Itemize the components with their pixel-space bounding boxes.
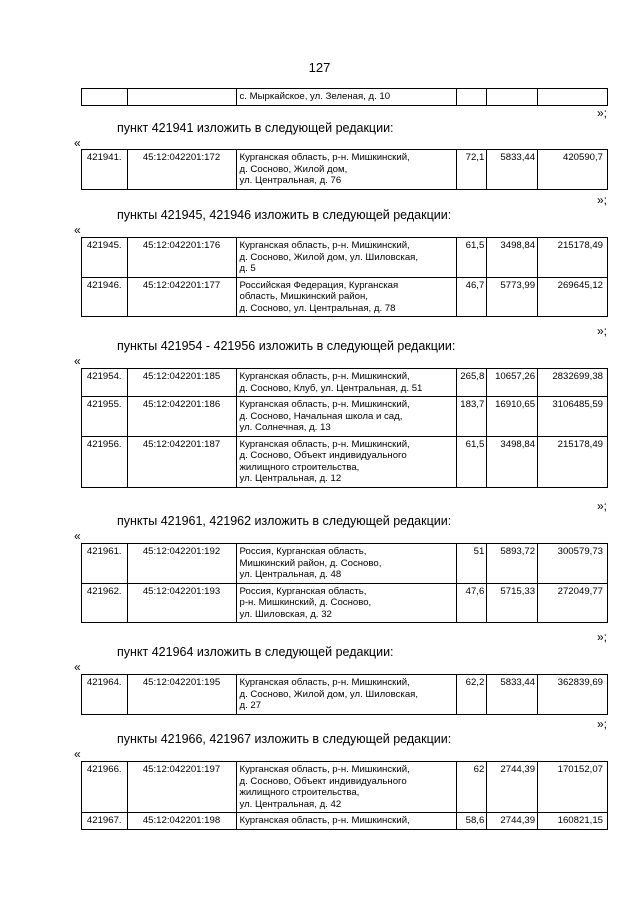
closing-quote: »; — [597, 717, 608, 731]
cell-value: 362839,69 — [538, 675, 608, 715]
cell-cadastral: 45:12:042201:176 — [127, 238, 236, 278]
cell-address: с. Мыркайское, ул. Зеленая, д. 10 — [236, 89, 456, 106]
address-line: Курганская область, р-н. Мишкинский, — [239, 764, 410, 775]
address-line: Курганская область, р-н. Мишкинский, — [239, 152, 410, 163]
cell-address — [236, 813, 456, 830]
opening-quote: « — [74, 223, 81, 237]
cell-area: 46,7 — [456, 277, 487, 317]
cell-cadastral: 45:12:042201:187 — [127, 436, 236, 487]
cell-address — [236, 277, 456, 317]
cell-number: 421956. — [82, 436, 128, 487]
cell-cadastral: 45:12:042201:172 — [127, 150, 236, 190]
address-line: ул. Солнечная, д. 13 — [239, 422, 331, 433]
register-table — [81, 761, 608, 830]
cell-address — [236, 397, 456, 437]
table-row — [82, 813, 608, 830]
table-row — [82, 277, 608, 317]
cell-area: 51 — [456, 544, 487, 584]
table-row — [82, 150, 608, 190]
cell-area: 61,5 — [456, 436, 487, 487]
opening-quote: « — [74, 660, 81, 674]
table-row — [82, 397, 608, 437]
cell-value: 215178,49 — [538, 436, 608, 487]
cell-price: 16910,65 — [487, 397, 538, 437]
cell-address — [236, 762, 456, 813]
cell-value: 3106485,59 — [538, 397, 608, 437]
table-row — [82, 583, 608, 623]
cell-number: 421964. — [82, 675, 128, 715]
cell-address — [236, 544, 456, 584]
opening-quote: « — [74, 529, 81, 543]
address-line: ул. Центральная, д. 12 — [239, 473, 342, 484]
cell-area: 47,6 — [456, 583, 487, 623]
address-line: д. Сосново, Объект индивидуального — [239, 775, 407, 787]
cell-area: 61,5 — [456, 238, 487, 278]
cell-value: 170152,07 — [538, 762, 608, 813]
cell-value: 420590,7 — [538, 150, 608, 190]
cell-value: 269645,12 — [538, 277, 608, 317]
address-line: ул. Центральная, д. 76 — [239, 175, 342, 186]
cell-cadastral: 45:12:042201:198 — [127, 813, 236, 830]
cell-number: 421941. — [82, 150, 128, 190]
address-line: р-н. Мишкинский, д. Сосново, — [239, 597, 372, 608]
address-line: Российская Федерация, Курганская — [239, 279, 399, 291]
cell-value: 215178,49 — [538, 238, 608, 278]
section-heading: пункты 421954 - 421956 изложить в следующей редакции: — [117, 339, 456, 353]
address-line: д. Сосново, Объект индивидуального — [239, 450, 407, 461]
cell-address — [236, 436, 456, 487]
page-number: 127 — [308, 60, 331, 75]
cell-number: 421967. — [82, 813, 128, 830]
cell-number: 421966. — [82, 762, 128, 813]
table-row — [82, 544, 608, 584]
address-line: Курганская область, р-н. Мишкинский, — [239, 240, 410, 251]
cell-address — [236, 150, 456, 190]
address-line: д. Сосново, Жилой дом, — [239, 163, 348, 175]
address-line: д. Сосново, Жилой дом, ул. Шиловская, — [239, 688, 419, 700]
address-line: жилищного строительства, — [239, 461, 360, 473]
cell-area: 62 — [456, 762, 487, 813]
table-row — [82, 675, 608, 715]
cell-cadastral: 45:12:042201:186 — [127, 397, 236, 437]
closing-quote: »; — [597, 193, 608, 207]
section-heading: пункты 421966, 421967 изложить в следующей редакции: — [117, 732, 452, 746]
closing-quote: »; — [597, 106, 608, 120]
cell-area: 72,1 — [456, 150, 487, 190]
closing-quote: »; — [597, 324, 608, 338]
cell-price: 5893,72 — [487, 544, 538, 584]
address-line: д. Сосново, Начальная школа и сад, — [239, 410, 403, 422]
cell-number: 421955. — [82, 397, 128, 437]
cell-number: 421954. — [82, 369, 128, 397]
cell-value: 2832699,38 — [538, 369, 608, 397]
section-heading: пункты 421945, 421946 изложить в следующей редакции: — [117, 208, 452, 222]
cell-price: 5715,33 — [487, 583, 538, 623]
cell-cadastral: 45:12:042201:192 — [127, 544, 236, 584]
cell-price: 5833,44 — [487, 150, 538, 190]
address-line: Курганская область, р-н. Мишкинский, — [239, 438, 410, 450]
cell-number: 421962. — [82, 583, 128, 623]
cell-cadastral: 45:12:042201:193 — [127, 583, 236, 623]
closing-quote: »; — [597, 499, 608, 513]
cell-area: 183,7 — [456, 397, 487, 437]
cell-address — [236, 583, 456, 623]
cell-price: 5773,99 — [487, 277, 538, 317]
section-heading: пункт 421941 изложить в следующей редакции: — [117, 121, 394, 135]
table-row — [82, 436, 608, 487]
cell-area: 265,8 — [456, 369, 487, 397]
cell-number: 421946. — [82, 277, 128, 317]
opening-quote: « — [74, 747, 81, 761]
cell-cadastral: 45:12:042201:197 — [127, 762, 236, 813]
address-line: д. 27 — [239, 700, 262, 711]
cell-address — [236, 238, 456, 278]
cell-area: 58,6 — [456, 813, 487, 830]
address-line: Мишкинский район, д. Сосново, — [239, 557, 382, 569]
address-line: жилищного строительства, — [239, 787, 360, 798]
address-line: Курганская область, р-н. Мишкинский, — [239, 815, 410, 826]
register-table — [81, 149, 608, 190]
address-line: д. Сосново, Клуб, ул. Центральная, д. 51 — [239, 382, 423, 394]
cell-value: 300579,73 — [538, 544, 608, 584]
cell-value: 160821,15 — [538, 813, 608, 830]
cell-cadastral: 45:12:042201:195 — [127, 675, 236, 715]
address-line: Россия, Курганская область, — [239, 546, 367, 557]
cell-value: 272049,77 — [538, 583, 608, 623]
cell-address — [236, 369, 456, 397]
continuation-table — [81, 88, 608, 106]
cell-area — [456, 89, 487, 106]
section-heading: пункты 421961, 421962 изложить в следующей редакции: — [117, 514, 452, 528]
cell-number: 421961. — [82, 544, 128, 584]
cell-price: 2744,39 — [487, 762, 538, 813]
cell-price: 10657,26 — [487, 369, 538, 397]
cell-number — [82, 89, 128, 106]
cell-price — [487, 89, 538, 106]
cell-number: 421945. — [82, 238, 128, 278]
register-table — [81, 543, 608, 623]
cell-price: 5833,44 — [487, 675, 538, 715]
cell-area: 62,2 — [456, 675, 487, 715]
cell-price: 2744,39 — [487, 813, 538, 830]
address-line: ул. Центральная, д. 48 — [239, 569, 342, 580]
cell-address — [236, 675, 456, 715]
closing-quote: »; — [597, 630, 608, 644]
cell-price: 3498,84 — [487, 238, 538, 278]
cell-cadastral: 45:12:042201:177 — [127, 277, 236, 317]
address-line: д. Сосново, Жилой дом, ул. Шиловская, — [239, 251, 419, 263]
section-heading: пункт 421964 изложить в следующей редакции: — [117, 645, 394, 659]
address-line: д. 5 — [239, 263, 256, 274]
register-table — [81, 368, 608, 488]
address-line: Курганская область, р-н. Мишкинский, — [239, 371, 410, 382]
cell-cadastral: 45:12:042201:185 — [127, 369, 236, 397]
address-line: ул. Шиловская, д. 32 — [239, 608, 332, 620]
cell-value — [538, 89, 608, 106]
cell-cadastral — [127, 89, 236, 106]
table-row — [82, 89, 608, 106]
address-line: Курганская область, р-н. Мишкинский, — [239, 399, 410, 410]
register-table — [81, 674, 608, 715]
opening-quote: « — [74, 136, 81, 150]
address-line: Курганская область, р-н. Мишкинский, — [239, 677, 410, 688]
opening-quote: « — [74, 354, 81, 368]
cell-price: 3498,84 — [487, 436, 538, 487]
address-line: ул. Центральная, д. 42 — [239, 798, 342, 810]
table-row — [82, 369, 608, 397]
register-table — [81, 237, 608, 317]
table-row — [82, 238, 608, 278]
table-row — [82, 762, 608, 813]
address-line: область, Мишкинский район, — [239, 291, 368, 302]
address-line: Россия, Курганская область, — [239, 585, 367, 597]
address-line: д. Сосново, ул. Центральная, д. 78 — [239, 302, 396, 314]
